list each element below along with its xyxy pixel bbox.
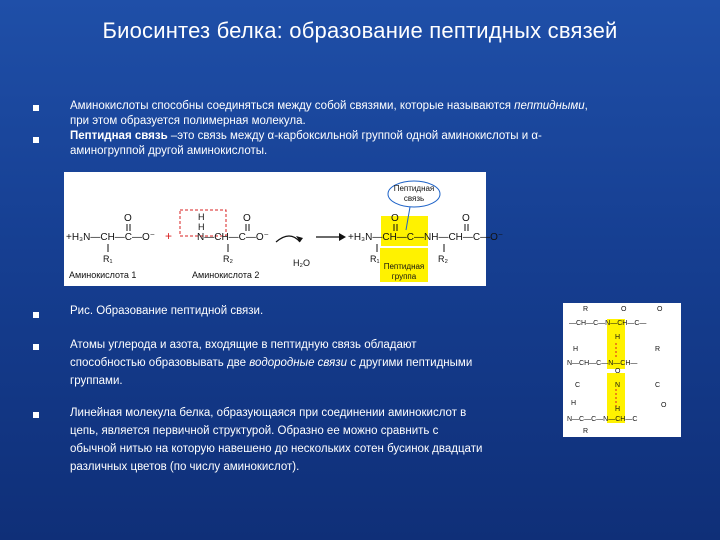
atom-o: O xyxy=(615,368,621,375)
atom-h: H xyxy=(615,334,621,341)
chain-fragment: —CH—C—N—CH—C— xyxy=(569,320,647,327)
chain-fragment: N—CH—C—N—CH— xyxy=(567,360,638,367)
bond-callout-line: связь xyxy=(403,194,425,203)
chain-fragment: N—C—C—N—CH—C xyxy=(567,416,638,423)
group-callout-line: группа xyxy=(391,272,417,281)
product-r2: R₂ xyxy=(438,254,448,264)
peptide-bond-figure xyxy=(64,172,504,286)
curved-arrow-icon xyxy=(276,236,300,242)
bullet-5-text xyxy=(70,404,560,476)
amino-2-r: R₂ xyxy=(223,254,233,264)
atom-r: R xyxy=(583,306,589,313)
bullet-2-line2: аминогруппой другой аминокислоты. xyxy=(70,145,268,157)
hydrogen-bond-diagram xyxy=(563,303,681,437)
bullet-marker xyxy=(33,105,39,111)
bullet-1-emphasis: пептидными xyxy=(514,100,585,112)
atom-r: R xyxy=(655,346,661,353)
atom-c: C xyxy=(655,382,661,389)
label-amino-2: Аминокислота 2 xyxy=(192,270,260,280)
bullet-marker xyxy=(33,137,39,143)
atom-c: C xyxy=(575,382,581,389)
amino-2-oxygen: O xyxy=(243,213,251,224)
group-callout-line: Пептидная xyxy=(383,262,425,271)
bullet-1-text xyxy=(70,99,710,129)
reaction-arrow-head-icon xyxy=(339,233,346,241)
bullet-4-line2: способностью образовывать две xyxy=(70,357,250,369)
atom-o: O xyxy=(657,306,663,313)
plus-sign: + xyxy=(165,229,173,243)
bullet-4-line2-end: с другими пептидными xyxy=(347,357,473,369)
water-label: H₂O xyxy=(293,258,310,268)
amino-1-formula: +H₃N—CH—C—O⁻ xyxy=(66,232,156,243)
amino-2-h-mid: H xyxy=(198,222,205,232)
bullet-4-emphasis: водородные связи xyxy=(249,357,348,369)
atom-r: R xyxy=(583,428,589,435)
atom-o: O xyxy=(661,402,667,409)
slide-title: Биосинтез белка: образование пептидных связей xyxy=(102,18,618,43)
product-oxygen-1: O xyxy=(391,213,399,224)
atom-o: O xyxy=(621,306,627,313)
bullet-marker xyxy=(33,312,39,318)
bullet-1-line1: Аминокислоты способны соединяться между собой связями, которые называются xyxy=(70,100,515,112)
bullet-5-line3: обычной нитью на которую навешено до нескольких сотен бусинок двадцати xyxy=(70,443,483,455)
atom-h: H xyxy=(615,406,621,413)
atom-h: H xyxy=(573,346,579,353)
bullet-marker xyxy=(33,412,39,418)
bullet-4-line3: группами. xyxy=(70,375,123,387)
label-amino-1: Аминокислота 1 xyxy=(69,270,137,280)
bullet-5-line2: цепь, является первичной структурой. Образно ее можно сравнить с xyxy=(70,425,439,437)
atom-n: N xyxy=(615,382,621,389)
bullet-marker xyxy=(33,344,39,350)
bullet-2-term: Пептидная связь xyxy=(70,130,168,142)
amino-1-oxygen: O xyxy=(124,213,132,224)
bullet-2-line1: –это связь между α-карбоксильной группой одной аминокислоты и α- xyxy=(167,130,542,142)
atom-h: H xyxy=(571,400,577,407)
bullet-5-line4: различных цветов (по числу аминокислот). xyxy=(70,461,300,473)
bullet-4-text xyxy=(70,336,555,390)
bullet-5-line1: Линейная молекула белка, образующаяся при соединении аминокислот в xyxy=(70,407,467,419)
product-r1: R₁ xyxy=(370,254,380,264)
product-oxygen-2: O xyxy=(462,213,470,224)
product-formula: +H₃N—CH—C—NH—CH—C—O⁻ xyxy=(348,232,504,243)
hydrogen-bond-figure xyxy=(563,303,681,437)
bullet-2-text xyxy=(70,129,710,159)
bullet-1-line2: при этом образуется полимерная молекула. xyxy=(70,115,306,127)
bond-callout-line: Пептидная xyxy=(393,184,435,193)
peptide-bond-diagram xyxy=(64,172,504,286)
amino-2-h-top: H xyxy=(198,212,205,222)
bullet-3-text: Рис. Образование пептидной связи. xyxy=(70,305,264,317)
amino-2-formula: N—CH—C—O⁻ xyxy=(197,232,269,243)
amino-1-r: R₁ xyxy=(103,254,113,264)
bullet-4-line1: Атомы углерода и азота, входящие в пептидную связь обладают xyxy=(70,339,417,351)
side-atoms xyxy=(567,306,667,435)
bullet-1-line1-end: , xyxy=(584,100,588,112)
